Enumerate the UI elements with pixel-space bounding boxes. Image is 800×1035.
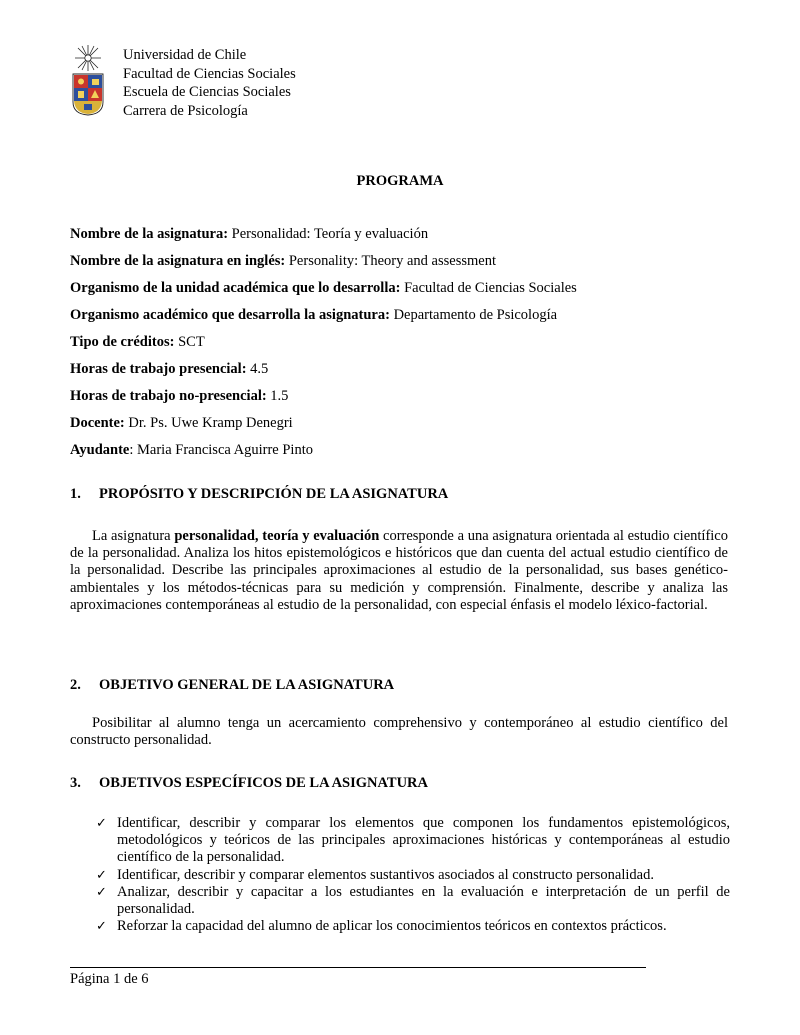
info-label: Nombre de la asignatura en inglés: bbox=[70, 253, 286, 269]
section-heading-2 bbox=[70, 677, 394, 694]
info-value: Personality: Theory and assessment bbox=[285, 253, 496, 269]
course-info-row bbox=[70, 415, 577, 442]
institution-line: Facultad de Ciencias Sociales bbox=[123, 65, 296, 82]
section-title: OBJETIVOS ESPECÍFICOS DE LA ASIGNATURA bbox=[99, 775, 428, 791]
course-info-row bbox=[70, 226, 577, 253]
list-item bbox=[96, 918, 730, 935]
course-info-row bbox=[70, 388, 577, 415]
info-label: Horas de trabajo no-presencial: bbox=[70, 388, 267, 404]
list-item bbox=[96, 815, 730, 867]
institution-block bbox=[123, 46, 296, 120]
specific-objectives-list bbox=[96, 815, 730, 935]
list-item bbox=[96, 884, 730, 918]
footer-divider bbox=[70, 967, 646, 968]
paragraph-text: La asignatura bbox=[92, 528, 175, 544]
list-item-text: Analizar, describir y capacitar a los estudiantes en la evaluación e interpretación de un perfil de personalidad. bbox=[117, 883, 730, 918]
section-number: 2. bbox=[70, 677, 81, 693]
institution-line: Carrera de Psicología bbox=[123, 102, 248, 119]
checkmark-icon: ✓ bbox=[96, 816, 107, 831]
list-item-text: Identificar, describir y comparar elementos sustantivos asociados al constructo personalidad. bbox=[117, 866, 654, 883]
checkmark-icon: ✓ bbox=[96, 919, 107, 935]
checkmark-icon: ✓ bbox=[96, 867, 107, 883]
section-title: OBJETIVO GENERAL DE LA ASIGNATURA bbox=[99, 677, 395, 693]
info-value: 4.5 bbox=[246, 361, 269, 377]
section-2-paragraph bbox=[70, 715, 728, 749]
course-info-row bbox=[70, 280, 577, 307]
course-info bbox=[70, 226, 577, 469]
university-crest-icon bbox=[70, 44, 106, 116]
info-value: : Maria Francisca Aguirre Pinto bbox=[129, 442, 313, 458]
info-value: Dr. Ps. Uwe Kramp Denegri bbox=[124, 415, 293, 431]
institution-line: Escuela de Ciencias Sociales bbox=[123, 84, 291, 100]
info-label: Organismo académico que desarrolla la asignatura: bbox=[70, 307, 390, 323]
paragraph-text: corresponde a una asignatura orientada al estudio científico de la personalidad. Analiza los hitos epistemológicos e históricos que dan cuenta del actual estudio científico de la personalidad. Describe las principales aproximaciones al estudio de la personalidad, sus bases genético-ambientales y los métodos-técnicas para su medición y comprensión. Finalmente, describe y analiza las aproximaciones contemporáneas al estudio de la personalidad, con especial énfasis el modelo léxico-factorial. bbox=[70, 528, 728, 613]
course-info-row bbox=[70, 361, 577, 388]
info-label: Docente: bbox=[70, 415, 125, 431]
course-info-row bbox=[70, 253, 577, 280]
info-label: Horas de trabajo presencial: bbox=[70, 361, 247, 377]
info-label: Ayudante bbox=[70, 442, 130, 458]
info-label: Tipo de créditos: bbox=[70, 334, 175, 350]
info-value: Personalidad: Teoría y evaluación bbox=[228, 226, 429, 242]
page-number: Página 1 de 6 bbox=[70, 971, 149, 987]
info-value: Departamento de Psicología bbox=[389, 307, 558, 323]
section-heading-1 bbox=[70, 486, 448, 503]
info-label: Organismo de la unidad académica que lo desarrolla: bbox=[70, 280, 401, 296]
list-item-text: Identificar, describir y comparar los elementos que componen los fundamentos epistemológicos, metodológicos y teóricos de las principales aproximaciones históricas y contemporáneas al estudio científico de la personalidad. bbox=[117, 815, 730, 866]
info-label: Nombre de la asignatura: bbox=[70, 226, 229, 242]
list-item-text: Reforzar la capacidad del alumno de aplicar los conocimientos teóricos en contextos prácticos. bbox=[117, 918, 667, 935]
section-1-paragraph bbox=[70, 528, 728, 614]
section-number: 1. bbox=[70, 486, 81, 502]
institution-line: Universidad de Chile bbox=[123, 47, 247, 63]
course-info-row bbox=[70, 334, 577, 361]
section-title: PROPÓSITO Y DESCRIPCIÓN DE LA ASIGNATURA bbox=[99, 486, 449, 502]
course-name-emphasis: personalidad, teoría y evaluación bbox=[174, 528, 380, 544]
checkmark-icon: ✓ bbox=[96, 884, 107, 900]
course-info-row bbox=[70, 307, 577, 334]
section-number: 3. bbox=[70, 775, 81, 791]
document-title: PROGRAMA bbox=[356, 173, 444, 189]
info-value: 1.5 bbox=[266, 388, 289, 404]
paragraph-text: Posibilitar al alumno tenga un acercamiento comprehensivo y contemporáneo al estudio científico del constructo personalidad. bbox=[70, 715, 728, 749]
info-value: Facultad de Ciencias Sociales bbox=[400, 280, 577, 296]
course-info-row bbox=[70, 442, 577, 469]
list-item bbox=[96, 867, 730, 884]
info-value: SCT bbox=[174, 334, 205, 350]
section-heading-3 bbox=[70, 775, 428, 792]
